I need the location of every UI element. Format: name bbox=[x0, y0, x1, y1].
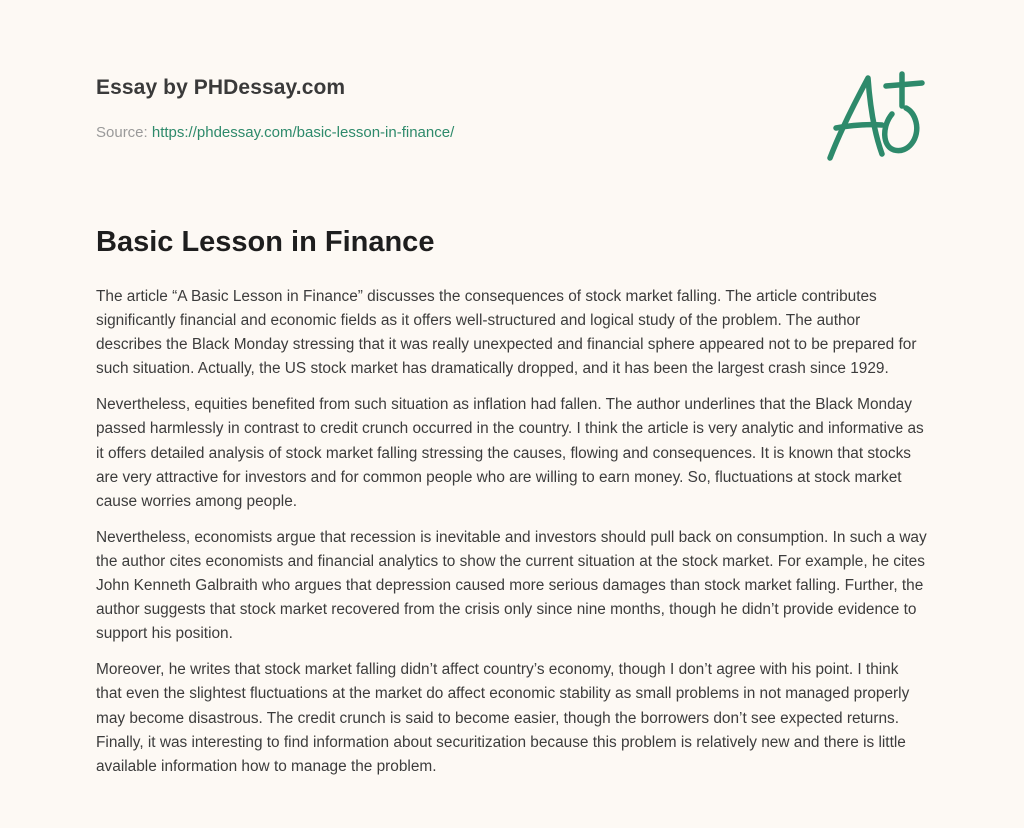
site-brand: Essay by PHDessay.com bbox=[96, 76, 346, 99]
source-line bbox=[96, 124, 454, 141]
logo-circle-stroke bbox=[885, 108, 917, 151]
article-paragraph: Moreover, he writes that stock market falling didn’t affect country’s economy, though I don’t agree with his point. I think that even the slightest fluctuations at the market do affect economic stability as small problems in not managed properly may become disastrous. The credit crunch is said to become easier, though the borrowers don’t see expected returns. Finally, it was interesting to find information about securitization because this problem is relatively new and there is little available information how to manage the problem. bbox=[96, 661, 910, 775]
a-plus-grade-icon bbox=[822, 70, 926, 162]
source-link[interactable]: https://phdessay.com/basic-lesson-in-finance/ bbox=[151, 124, 455, 141]
article-paragraph: The article “A Basic Lesson in Finance” discusses the consequences of stock market falling. The article contributes significantly financial and economic fields as it offers well-structured and logical study of the problem. The author describes the Black Monday stressing that it was really unexpected and financial sphere appeared not to be prepared for such situation. Actually, the US stock market has dramatically dropped, and it has been the largest crash since 1929. bbox=[96, 288, 917, 378]
article-body bbox=[96, 285, 928, 791]
logo-letter-a-stroke bbox=[830, 78, 882, 158]
article-paragraph: Nevertheless, economists argue that recession is inevitable and investors should pull back on consumption. In such a way the author cites economists and financial analytics to show the current situation at the stock market. For example, he cites John Kenneth Galbraith who argues that depression caused more serious damages than stock market falling. Further, the author suggests that stock market recovered from the crisis only since nine months, though he didn’t provide evidence to support his position. bbox=[96, 528, 927, 643]
article-paragraph: Nevertheless, equities benefited from such situation as inflation had fallen. The author underlines that the Black Monday passed harmlessly in contrast to credit crunch occurred in the country. I think the article is very analytic and informative as it offers detailed analysis of stock market falling stressing the causes, flowing and consequences. It is known that stocks are very attractive for investors and for common people who are willing to earn money. So, fluctuations at stock market cause worries among people. bbox=[96, 396, 924, 510]
logo-plus-horizontal bbox=[886, 83, 922, 86]
article-title: Basic Lesson in Finance bbox=[96, 226, 435, 258]
source-label: Source: bbox=[96, 124, 148, 141]
